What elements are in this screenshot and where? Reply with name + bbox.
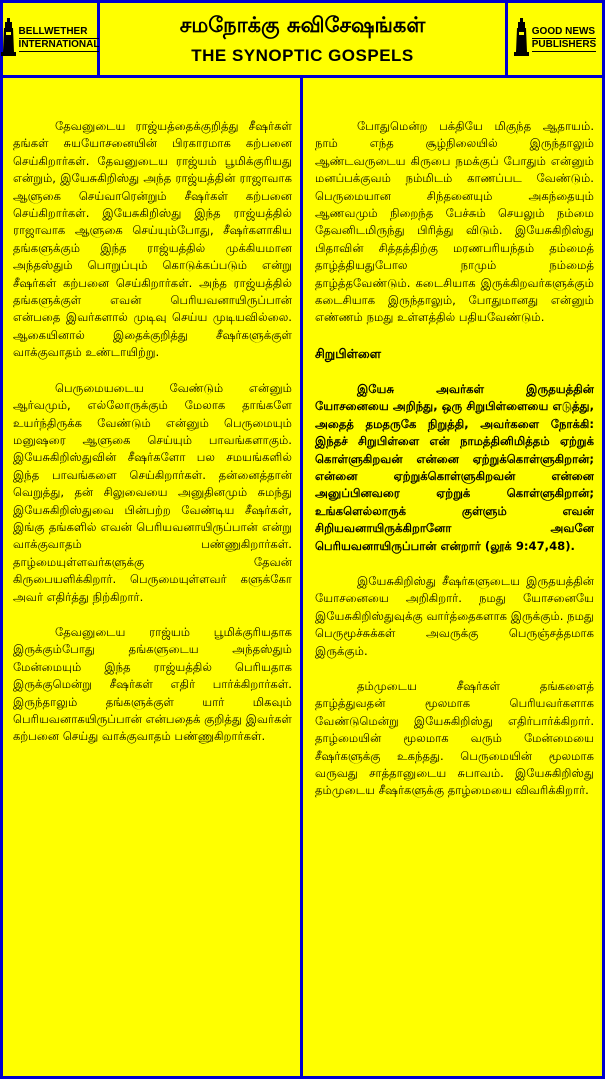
right-logo-line-1: GOOD NEWS	[531, 26, 596, 37]
page-title-tamil: சமநோக்கு சுவிசேஷங்கள்	[179, 13, 426, 37]
right-logo-line-2: PUBLISHERS	[531, 39, 597, 50]
right-column	[303, 78, 602, 1076]
title-box	[100, 3, 505, 75]
left-logo-line-1: BELLWETHER	[19, 26, 100, 39]
right-intro-paragraph: போதுமென்ற பக்தியே மிகுந்த ஆதாயம். நாம் எந்த சூழ்நிலையில் இருந்தாலும் ஆண்டவருடைய கிருபை நமக்குப் போதும் என்னும் மனப்பக்குவம் நம்மிடம் காணப்பட வேண்டும். பெருமையான சிந்தனையும் அகந்தையும் ஆணவமும் நிறைந்த பேச்சும் செயலும் நம்மை தேவனிடமிருந்து பிரித்து விடும். இயேசுகிறிஸ்து பிதாவின் சித்தத்திற்கு மரணபரியந்தம் தம்மைத் தாழ்த்தியதுபோல நாமும் நம்மைத் தாழ்த்தவேண்டும். கடைசியாக இருக்கிறவர்களுக்கும் கடைசியாக இருந்தாலும், போதுமானது என்னும் எண்ணம் நமது உள்ளத்தில் பதியவேண்டும்.	[315, 119, 594, 325]
left-paragraph-2: பெருமையடைய வேண்டும் என்னும் ஆர்வமும், எல்லோருக்கும் மேலாக தாங்களே உயர்ந்திருக்க வேண்டும் என்னும் பெருமையும் மனுஷரை ஆளுகை செய்யும் பாவங்களாகும். இயேசுகிறிஸ்துவின் சீஷர்களோ பல சமயங்களில் இந்த பாவங்களை செய்கிறார்கள். தன்னைத்தான் வெறுத்து, தன் சிலுவையை அனுதினமும் சுமந்து இயேசுகிறிஸ்துவை பின்பற்ற வேண்டிய சீஷர்கள், இங்கு தங்களில் எவன் பெரியவனாயிருப்பான் என்று வாக்குவாதம் பண்ணுகிறார்கள். தாழ்மையுள்ளவர்களுக்கு தேவன் கிருபையளிக்கிறார். பெருமையுள்ளவர் களுக்கோ அவர் எதிர்த்து நிற்கிறார்.	[13, 380, 292, 604]
left-column	[3, 78, 303, 1076]
page-title-english: THE SYNOPTIC GOSPELS	[191, 46, 414, 65]
right-paragraph-2: தம்முடைய சீஷர்கள் தங்களைத் தாழ்த்துவதன் மூலமாக பெரியவர்களாக வேண்டுமென்று இயேசுகிறிஸ்து எதிர்பார்க்கிறார். தாழ்மையின் மூலமாக வரும் மேன்மையை சீஷர்களுக்கு உகந்தது. பெருமையின் மூலமாக வருவது சாத்தானுடைய சுபாவம். இயேசுகிறிஸ்து தம்முடைய சீஷர்களுக்கு தாழ்மையை விவரிக்கிறார்.	[315, 678, 594, 798]
bellwether-logo	[1, 18, 100, 60]
left-logo-line-2: INTERNATIONAL	[18, 39, 100, 50]
left-paragraph-3: தேவனுடைய ராஜ்யம் பூமிக்குரியதாக இருக்கும்போது தங்களுடைய அந்தஸ்தும் மேன்மையும் இந்த ராஜ்யத்தில் பெரியதாக இருக்குமென்று சீஷர்கள் எதிர் பார்க்கிறார்கள். இருந்தாலும் தங்களுக்குள் யார் மிகவும் பெரியவனாகயிருப்பான் என்பதைக் குறித்து இவர்கள் கற்பனை செய்து வாக்குவாதம் பண்ணுகிறார்கள்.	[13, 624, 292, 744]
left-paragraph-1: தேவனுடைய ராஜ்யத்தைக்குறித்து சீஷர்கள் தங்கள் சுயயோசனையின் பிரகாரமாக கற்பனை செய்கிறார்கள். தேவனுடைய ராஜ்யம் பூமிக்குரியது என்றும், இயேசுகிறிஸ்து அந்த ராஜ்யத்தின் ராஜாவாக ஆளுகை செய்வாரென்றும் சீஷர்கள் கற்பனை செய்கிறார்கள். இயேசுகிறிஸ்து இந்த ராஜ்யத்தில் ராஜாவாக ஆளுகை செய்யும்போது, சீஷர்களாகிய தங்களுக்கும் இந்த ராஜ்யத்தில் முக்கியமான அந்தஸ்தும் பொறுப்பும் கொடுக்கப்படும் என்று சீஷர்கள் கற்பனை செய்கிறார்கள். அந்த ராஜ்யத்தில் தங்களுக்குள் எவன் பெரியவனாயிருப்பான் என்பதை இவர்களால் முடிவு செய்ய முடியவில்லை. ஆகையினால் இதைக்குறித்து சீஷர்களுக்குள் வாக்குவாதம் உண்டாயிற்று.	[13, 119, 292, 360]
header-banner	[0, 0, 605, 78]
bell-tower-icon	[1, 18, 17, 60]
scripture-quote: இயேசு அவர்கள் இருதயத்தின் யோசனையை அறிந்து, ஒரு சிறுபிள்ளையை எடுத்து, அதைத் தமதருகே நிறுத்தி, அவர்களை நோக்கி: இந்தச் சிறுபிள்ளை என் நாமத்தினிமித்தம் ஏற்றுக் கொள்ளுகிறவன் என்னை ஏற்றுக்கொள்ளுகிறான்; என்னை ஏற்றுக்கொள்ளுகிறவன் என்னை அனுப்பினவரை ஏற்றுக் கொள்ளுகிறான்; உங்களெல்லாருக் குள்ளும் எவன் சிறியவனாயிருக்கிறானோ அவனே பெரியவனாயிருப்பான் என்றார் (லூக் 9:47,48).	[315, 381, 594, 553]
good-news-logo	[514, 18, 596, 60]
left-logo-box	[3, 3, 100, 75]
right-logo-box	[505, 3, 602, 75]
content-frame	[0, 78, 605, 1079]
right-paragraph-1: இயேசுகிறிஸ்து சீஷர்களுடைய இருதயத்தின் யோசனையை அறிகிறார். நமது யோசனையே இயேசுகிறிஸ்துவுக்கு வார்த்தைகளாக இருக்கும். நமது பெருமூச்சுக்கள் அவருக்கு பெருஞ்சத்தமாக இருக்கும்.	[315, 573, 594, 658]
lamp-icon	[514, 18, 530, 60]
section-heading: சிறுபிள்ளை	[315, 345, 382, 361]
